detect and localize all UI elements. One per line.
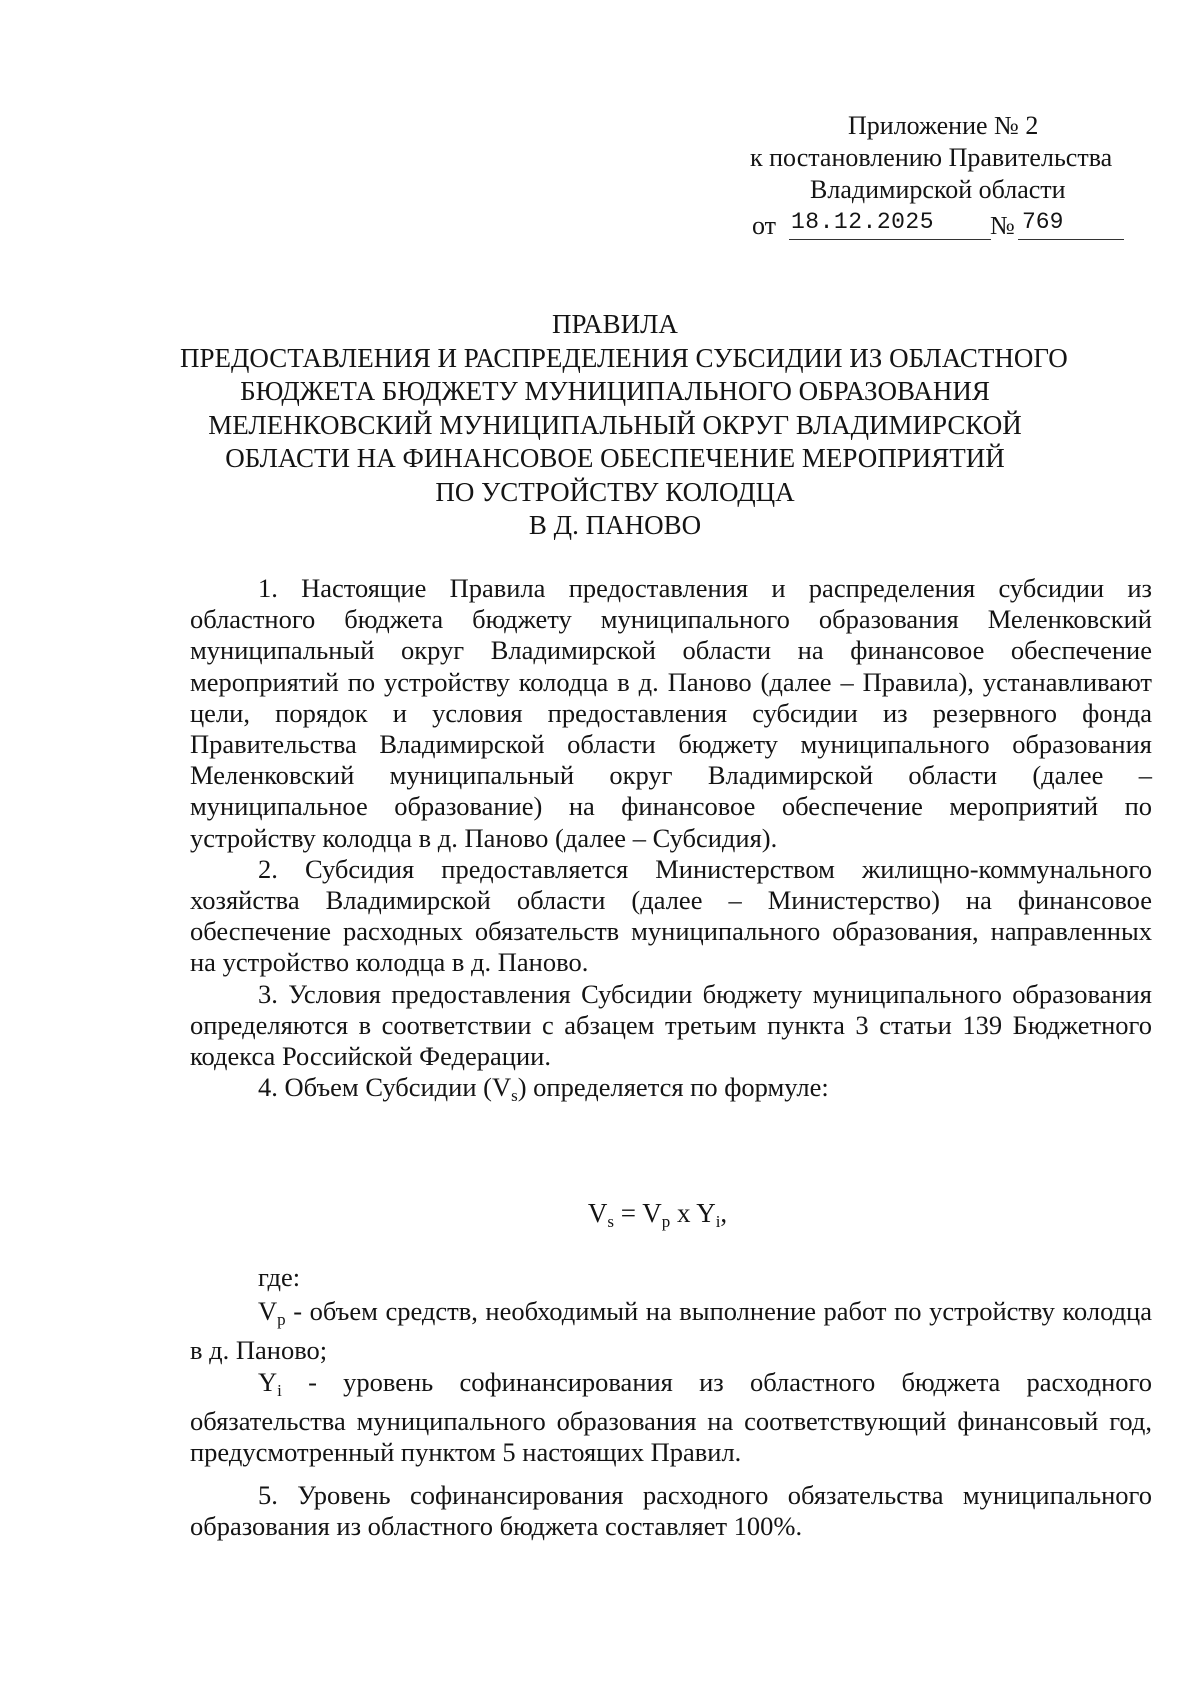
paragraph-1: 1. Настоящие Правила предоставления и распределения субсидии из областного бюджета бюджету муниципального образования Меленковский муниципальный округ Владимирской области на финансовое обеспечение мероприятий по устройству колодца в д. Паново (далее – Правила), устанавливают цели, порядок и условия предоставления субсидии из резервного фонда Правительства Владимирской области бюджету муниципального образования Меленковский муниципальный округ Владимирской области (далее – муниципальное образование) на финансовое обеспечение мероприятий по устройству колодца в д. Паново (далее – Субсидия). <box>190 573 1152 853</box>
paragraph-4 <box>190 1072 1152 1111</box>
vp-sub: p <box>277 1310 286 1330</box>
title-line: ПО УСТРОЙСТВУ КОЛОДЦА <box>435 476 795 507</box>
formula-times: x <box>670 1198 697 1228</box>
document-title <box>180 308 1068 543</box>
title-line: ПРАВИЛА <box>552 309 678 339</box>
vp-var: V <box>258 1296 278 1327</box>
document-date: 18.12.2025 <box>789 206 991 240</box>
paragraph-3: 3. Условия предоставления Субсидии бюджету муниципального образования определяются в соответствии с абзацем третьим пункта 3 статьи 139 Бюджетного кодекса Российской Федерации. <box>190 978 1152 1072</box>
formula-vp: V <box>642 1198 662 1228</box>
appendix-date-number-line <box>700 206 1120 246</box>
formula-lhs: V <box>587 1198 608 1228</box>
vp-definition <box>190 1296 1152 1366</box>
yi-var: Y <box>258 1366 278 1397</box>
formula-eq: = <box>613 1198 643 1228</box>
formula-explanation <box>190 1262 1152 1468</box>
document-number: 769 <box>1018 206 1124 240</box>
document-body-end <box>190 1480 1152 1542</box>
where-label: где: <box>258 1262 301 1292</box>
title-line: БЮДЖЕТА БЮДЖЕТУ МУНИЦИПАЛЬНОГО ОБРАЗОВАНИЯ <box>240 376 990 406</box>
yi-text: - уровень софинансирования из областного бюджета расходного обязательства муниципального образования на соответствующий финансовый год, предусмотренный пунктом 5 настоящих Правил. <box>190 1366 1152 1468</box>
appendix-region: Владимирской области <box>810 175 1066 204</box>
formula-vp-sub: p <box>661 1212 671 1231</box>
from-label: от <box>752 211 777 240</box>
paragraph-4-subscript: s <box>511 1086 518 1106</box>
title-line: ПРЕДОСТАВЛЕНИЯ И РАСПРЕДЕЛЕНИЯ СУБСИДИИ ИЗ ОБЛАСТНОГО <box>180 342 1068 373</box>
title-line: ОБЛАСТИ НА ФИНАНСОВОЕ ОБЕСПЕЧЕНИЕ МЕРОПРИЯТИЙ <box>225 443 1005 473</box>
vp-text: - объем средств, необходимый на выполнение работ по устройству колодца в д. Паново; <box>190 1296 1152 1366</box>
appendix-title: Приложение № 2 <box>848 111 1039 140</box>
paragraph-2: 2. Субсидия предоставляется Министерством жилищно-коммунального хозяйства Владимирской области (далее – Министерство) на финансовое обеспечение расходных обязательств муниципального образования, направленных на устройство колодца в д. Паново. <box>190 853 1152 978</box>
number-label: № <box>990 211 1015 240</box>
document-body <box>190 573 1152 1111</box>
appendix-block <box>700 110 1120 246</box>
paragraph-4-suffix: ) определяется по формуле: <box>517 1072 829 1103</box>
title-line: В Д. ПАНОВО <box>528 510 702 540</box>
title-line: МЕЛЕНКОВСКИЙ МУНИЦИПАЛЬНЫЙ ОКРУГ ВЛАДИМИРСКОЙ <box>208 409 1022 440</box>
yi-sub: i <box>277 1380 282 1400</box>
formula-lhs-sub: s <box>607 1212 614 1231</box>
subsidy-formula <box>0 1198 1200 1232</box>
paragraph-4-prefix: 4. Объем Субсидии (V <box>258 1072 512 1103</box>
formula-yi: Y <box>696 1198 716 1228</box>
paragraph-5: 5. Уровень софинансирования расходного обязательства муниципального образования из областного бюджета составляет 100%. <box>190 1480 1152 1542</box>
yi-definition <box>190 1367 1152 1469</box>
appendix-reference: к постановлению Правительства <box>750 143 1113 172</box>
formula-end: , <box>720 1198 728 1228</box>
formula-yi-sub: i <box>715 1212 721 1231</box>
